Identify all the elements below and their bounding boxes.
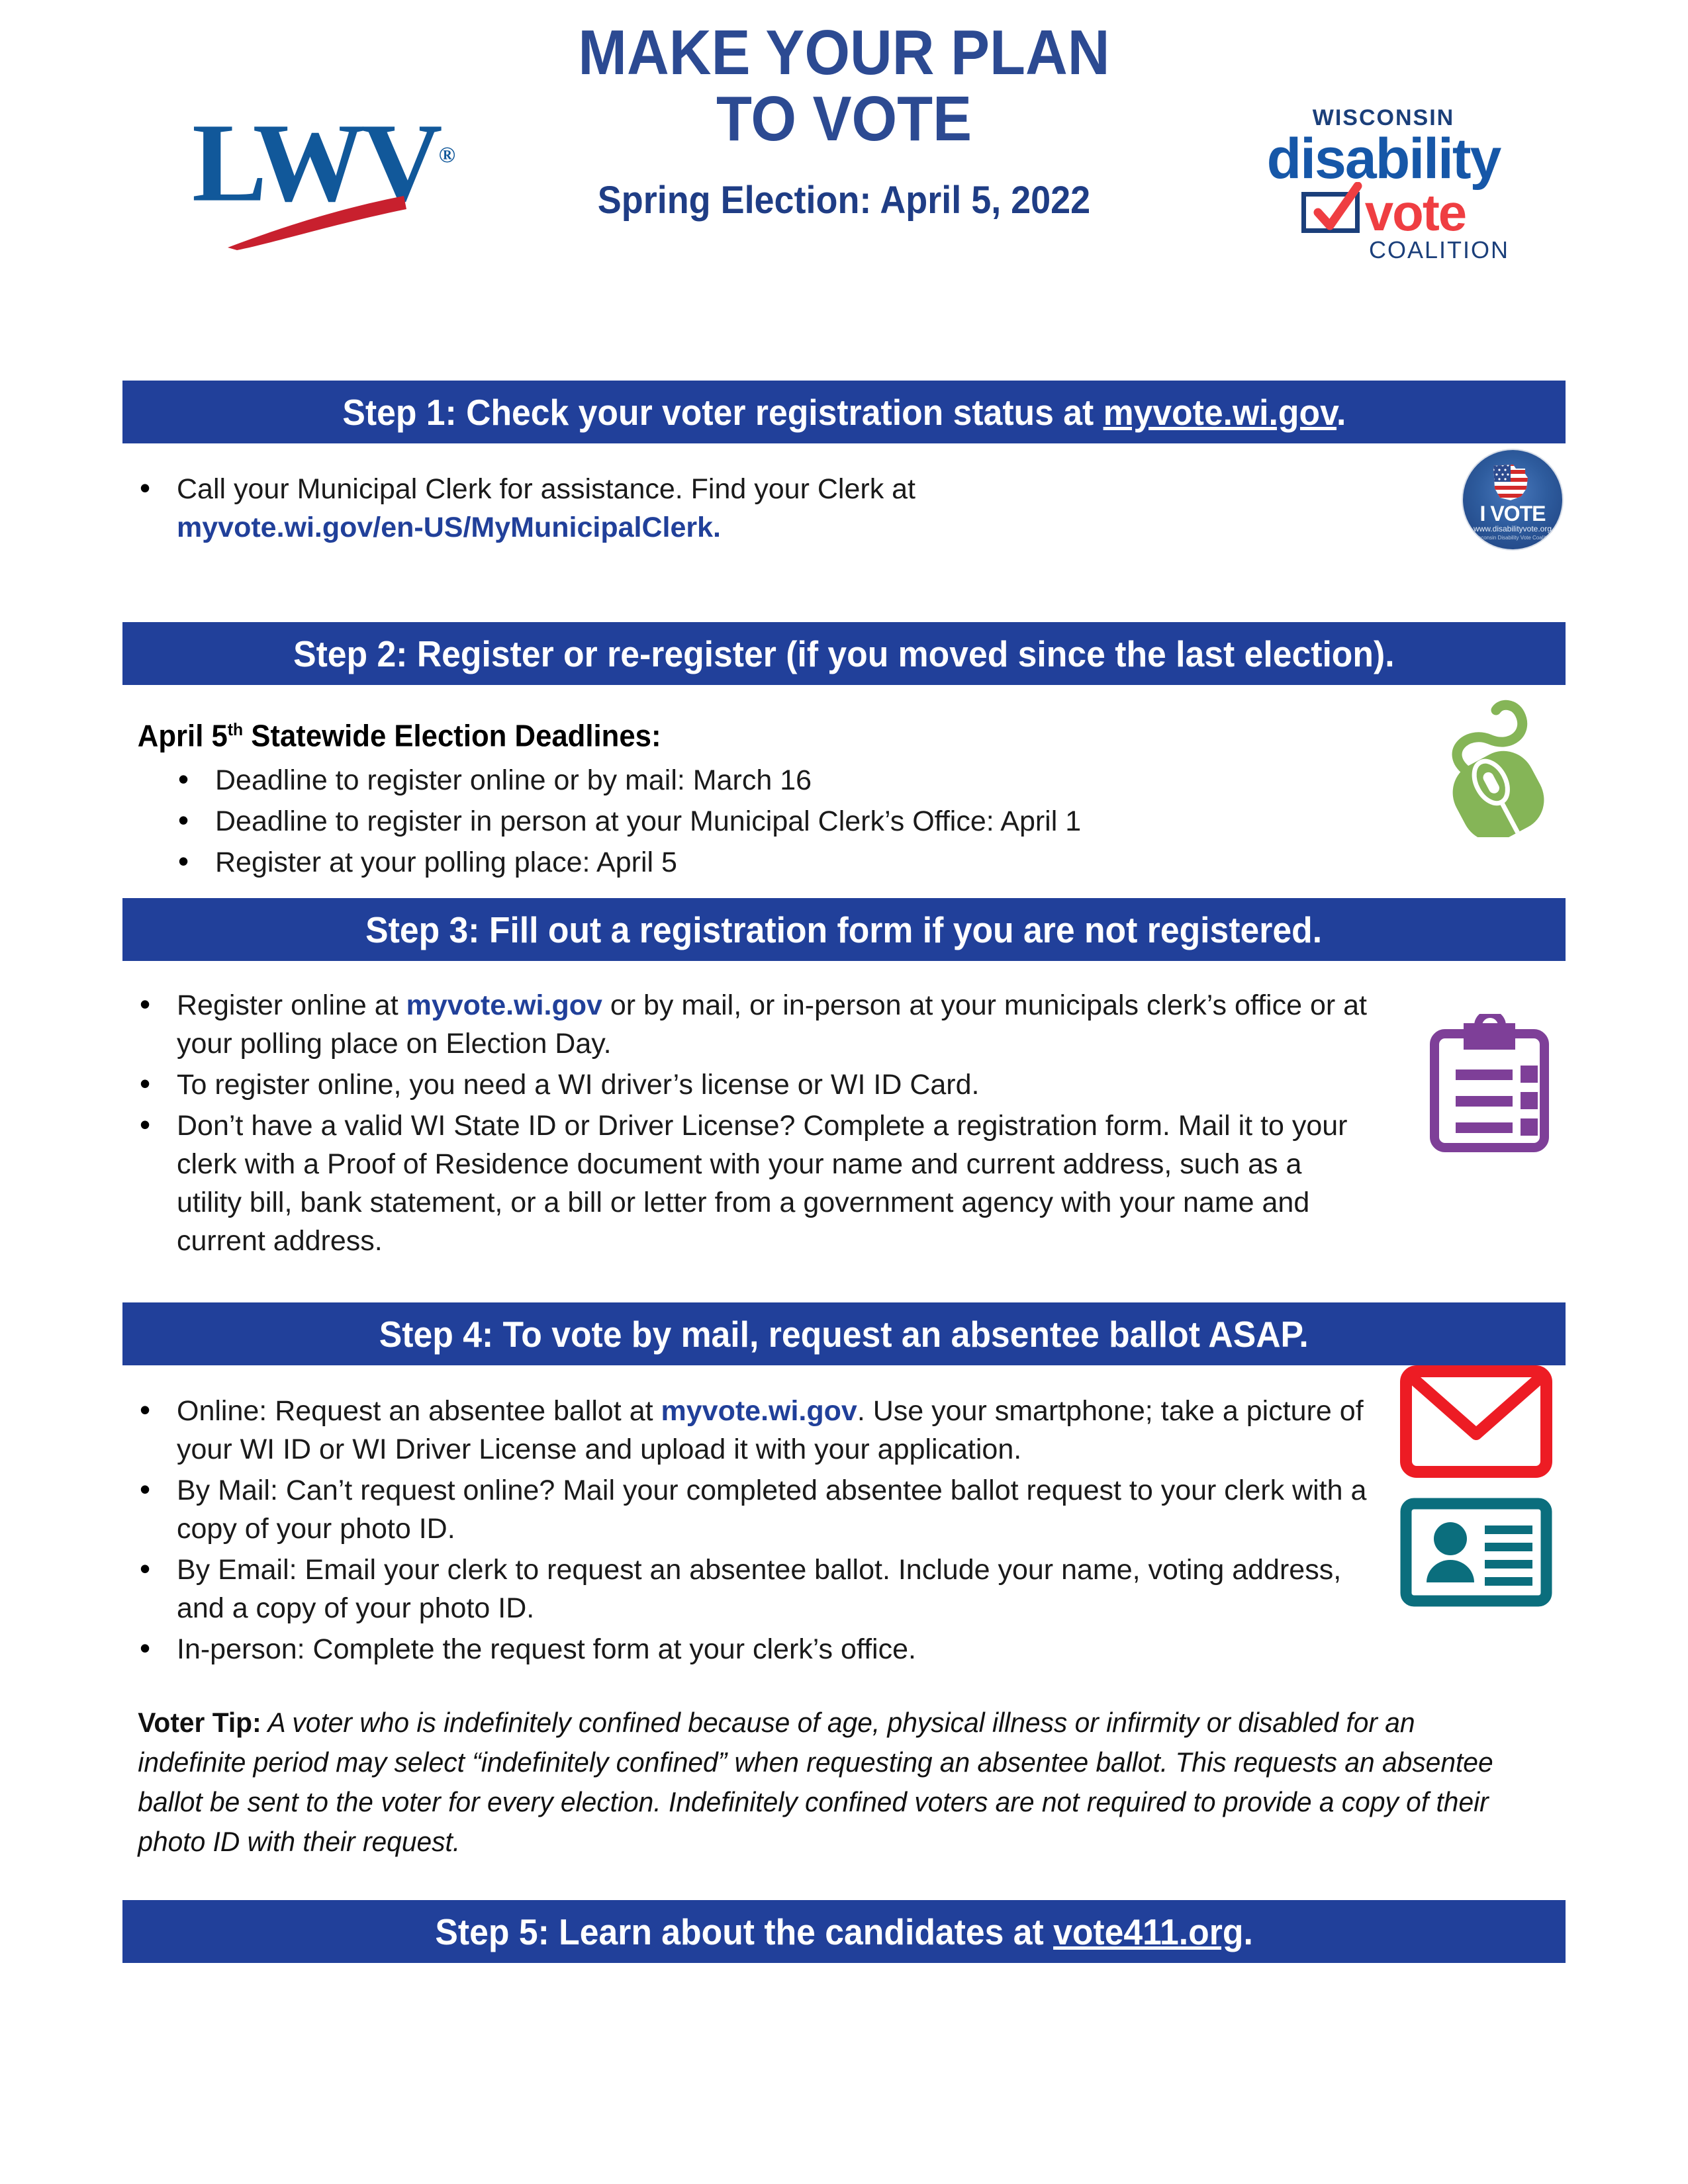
step-3-bullet-0-prefix: Register online at — [177, 989, 406, 1021]
lwv-wordmark-text: LWV — [192, 100, 439, 225]
step-2-bullet-list — [122, 761, 1314, 882]
computer-mouse-icon — [1403, 692, 1556, 841]
page-subtitle: Spring Election: April 5, 2022 — [597, 179, 1091, 222]
list-item — [122, 843, 1314, 882]
step-1-content — [0, 443, 1688, 609]
step-2-subhead-prefix: April 5 — [137, 718, 228, 753]
list-item — [122, 1392, 1367, 1469]
id-card-icon — [1400, 1498, 1552, 1610]
usa-flag-wisconsin-icon — [1487, 462, 1538, 503]
step-4-bullet-list — [122, 1392, 1367, 1668]
list-item — [122, 986, 1367, 1063]
step-4-bullet-0-prefix: Online: Request an absentee ballot at — [177, 1395, 661, 1427]
step-4-bullet-3: In-person: Complete the request form at your clerk’s office. — [177, 1633, 916, 1665]
voter-tip-text: A voter who is indefinitely confined because of age, physical illness or infirmity or disabled for an indefinite period may select “indefinitely confined” when requesting an absentee ballot. This requests an absentee ballot be sent to the voter for every election. Indefinitely confined voters are not required to provide a copy of their photo ID with their request. — [138, 1707, 1493, 1857]
step-2-subhead — [122, 710, 1493, 754]
list-item — [122, 802, 1314, 841]
step-1-banner-suffix: . — [1336, 391, 1346, 433]
i-vote-sticker-label: I VOTE — [1479, 502, 1546, 525]
step-1-banner — [122, 381, 1566, 443]
list-item — [122, 1551, 1367, 1627]
list-item — [122, 1471, 1367, 1548]
step-4-banner-text: Step 4: To vote by mail, request an absentee ballot ASAP. — [379, 1313, 1309, 1355]
list-item — [122, 1630, 1367, 1668]
wdvc-wisconsin-text: WISCONSIN — [1312, 105, 1455, 130]
step-2-bullet-2: Register at your polling place: April 5 — [215, 846, 677, 879]
voter-tip-section — [0, 1671, 1688, 1862]
step-1-banner-link[interactable]: myvote.wi.gov — [1103, 391, 1336, 433]
list-item — [122, 761, 1314, 799]
step-2-subhead-ordinal: th — [227, 719, 244, 739]
step-3-banner-text: Step 3: Fill out a registration form if you are not registered. — [365, 909, 1323, 950]
step-3-banner — [122, 898, 1566, 961]
page-title-line-2: TO VOTE — [716, 83, 972, 154]
wdvc-vote-text: vote — [1364, 183, 1466, 242]
voter-tip — [122, 1703, 1523, 1862]
step-4-content — [0, 1365, 1688, 1668]
step-4-bullet-1: By Mail: Can’t request online? Mail your completed absentee ballot request to your clerk with a copy of your photo ID. — [177, 1475, 1367, 1545]
wdvc-coalition-text: COALITION — [1368, 236, 1509, 263]
voter-tip-label: Voter Tip: — [138, 1707, 261, 1738]
wisconsin-disability-vote-coalition-logo — [1251, 106, 1516, 263]
envelope-icon — [1400, 1365, 1552, 1481]
step-1-bullet-0-suffix: . — [713, 512, 721, 543]
checkmark-icon — [1311, 182, 1364, 235]
lwv-registered-mark: ® — [438, 143, 455, 167]
page-header — [0, 0, 1688, 331]
step-3-bullet-list — [122, 986, 1367, 1260]
step-2-banner-text: Step 2: Register or re-register (if you moved since the last election). — [293, 633, 1395, 674]
step-3-bullet-2: Don’t have a valid WI State ID or Driver License? Complete a registration form. Mail it to your clerk with a Proof of Residence document with your name and current address, such as a utility bill, bank statement, or a bill or letter from a government agency with your name and current address. — [177, 1110, 1348, 1257]
step-3-content — [0, 961, 1688, 1292]
step-5-banner-text — [435, 1912, 1252, 1952]
step-5-banner-suffix: . — [1243, 1911, 1253, 1952]
clipboard-checklist-icon — [1427, 1014, 1552, 1156]
step-5-banner-link[interactable]: vote411.org — [1053, 1911, 1244, 1952]
step-2-bullet-1: Deadline to register in person at your Municipal Clerk’s Office: April 1 — [215, 805, 1082, 838]
step-3-bullet-0-link[interactable]: myvote.wi.gov — [406, 989, 602, 1021]
checkbox-icon — [1301, 192, 1360, 233]
list-item — [122, 470, 1248, 547]
wdvc-disability-text: disability — [1266, 127, 1501, 191]
wdvc-vote-row — [1251, 183, 1516, 242]
i-vote-sticker-icon — [1463, 450, 1562, 549]
i-vote-sticker-url: www.disabilityvote.org — [1473, 524, 1552, 533]
step-4-bullet-0-suffix: . Use your smartphone; take a picture of your WI ID or WI Driver License and upload it with your application. — [177, 1395, 1364, 1465]
step-1-bullet-list — [122, 470, 1248, 547]
step-1-banner-text — [342, 392, 1346, 432]
step-1-banner-prefix: Step 1: Check your voter registration status at — [342, 391, 1103, 433]
step-2-bullet-0: Deadline to register online or by mail: March 16 — [215, 764, 812, 797]
step-5-banner-prefix: Step 5: Learn about the candidates at — [435, 1911, 1053, 1952]
list-item — [122, 1107, 1367, 1260]
step-2-content — [0, 685, 1688, 884]
step-2-subhead-suffix: Statewide Election Deadlines: — [243, 718, 661, 753]
step-5-banner — [122, 1900, 1566, 1963]
i-vote-sticker-micro-text: Wisconsin Disability Vote Coalition — [1472, 535, 1554, 541]
step-4-banner — [122, 1302, 1566, 1365]
list-item — [122, 1066, 1367, 1104]
step-2-banner — [122, 622, 1566, 685]
step-4-bullet-0-link[interactable]: myvote.wi.gov — [661, 1395, 857, 1427]
step-4-bullet-2: By Email: Email your clerk to request an absentee ballot. Include your name, voting address, and a copy of your photo ID. — [177, 1554, 1342, 1624]
step-1-bullet-0-prefix: Call your Municipal Clerk for assistance. Find your Clerk at — [177, 473, 916, 505]
page-title-line-1: MAKE YOUR PLAN — [578, 17, 1110, 88]
step-3-bullet-1: To register online, you need a WI driver’s license or WI ID Card. — [177, 1069, 980, 1101]
step-1-bullet-0-link[interactable]: myvote.wi.gov/en-US/MyMunicipalClerk — [177, 512, 714, 543]
step-3-bullet-0-suffix: or by mail, or in-person at your municipals clerk’s office or at your polling place on Election Day. — [177, 989, 1367, 1060]
